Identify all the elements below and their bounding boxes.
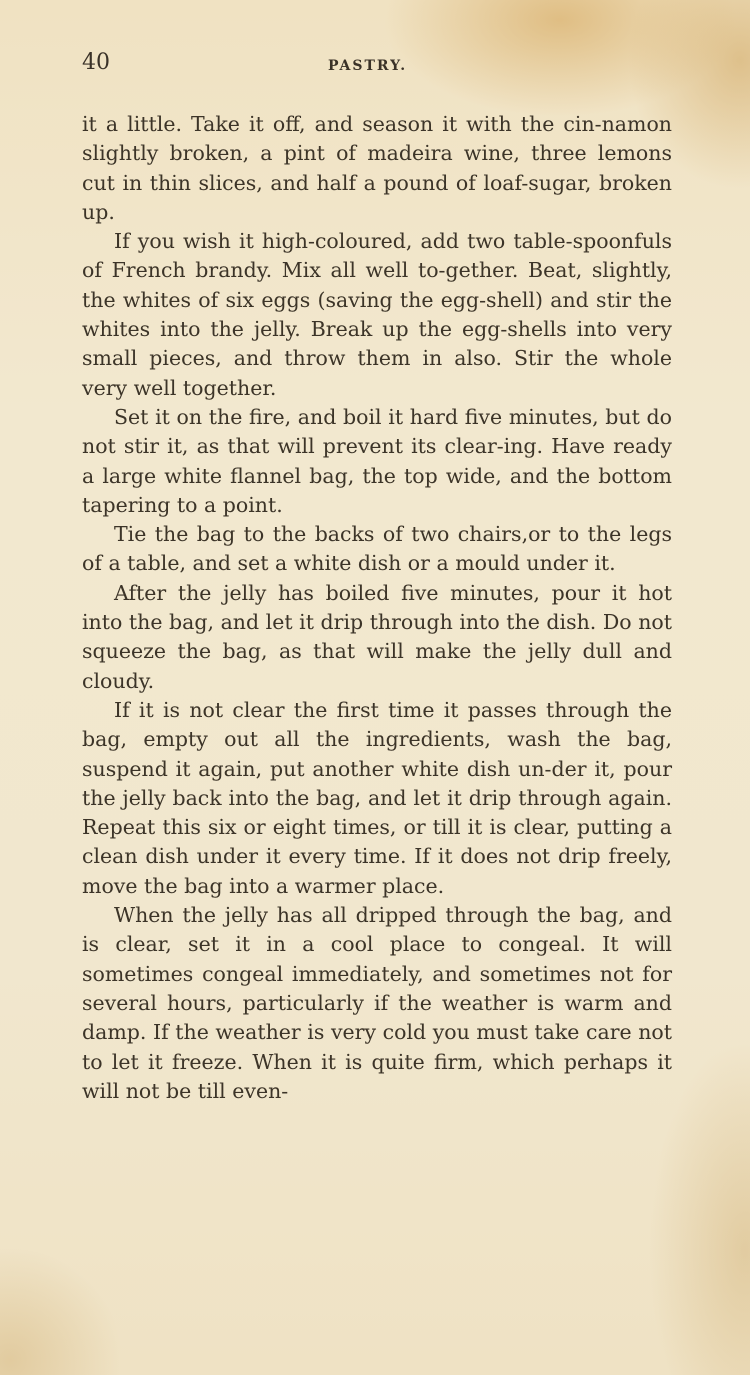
body-text (82, 110, 672, 1106)
paragraph: Set it on the fire, and boil it hard five minutes, but do not stir it, as that will prevent its clear-ing. Have ready a large white flannel bag, the top wide, and the bottom tapering to a point. (82, 404, 672, 517)
paragraph: After the jelly has boiled five minutes, pour it hot into the bag, and let it drip through into the dish. Do not squeeze the bag, as that will make the jelly dull and cloudy. (82, 580, 672, 693)
paragraph: When the jelly has all dripped through the bag, and is clear, set it in a cool place to congeal. It will sometimes congeal immediately, and sometimes not for several hours, particularly if the weather is warm and damp. If the weather is very cold you must take care not to let it freeze. When it is quite firm, which perhaps it will not be till even- (82, 903, 672, 1103)
running-head: PASTRY. (328, 58, 408, 74)
paragraph: If it is not clear the first time it passes through the bag, empty out all the ingredients, wash the bag, suspend it again, put another white dish un-der it, pour the jelly back into the bag, and let it drip through again. Repeat this six or eight times, or till it is clear, putting a clean dish under it every time. If it does not drip freely, move the bag into a warmer place. (82, 697, 672, 898)
page-number: 40 (82, 50, 110, 75)
page-header (82, 50, 672, 82)
paragraph-continuation: it a little. Take it off, and season it with the cin-namon slightly broken, a pint of madeira wine, three lemons cut in thin slices, and half a pound of loaf-sugar, broken up. (82, 112, 672, 224)
paragraph: If you wish it high-coloured, add two table-spoonfuls of French brandy. Mix all well to-gether. Beat, slightly, the whites of six eggs (saving the egg-shell) and stir the whites into the jelly. Break up the egg-shells into very small pieces, and throw them in also. Stir the whole very well together. (82, 229, 672, 400)
paragraph: Tie the bag to the backs of two chairs,or to the legs of a table, and set a white dish or a mould under it. (82, 522, 672, 576)
